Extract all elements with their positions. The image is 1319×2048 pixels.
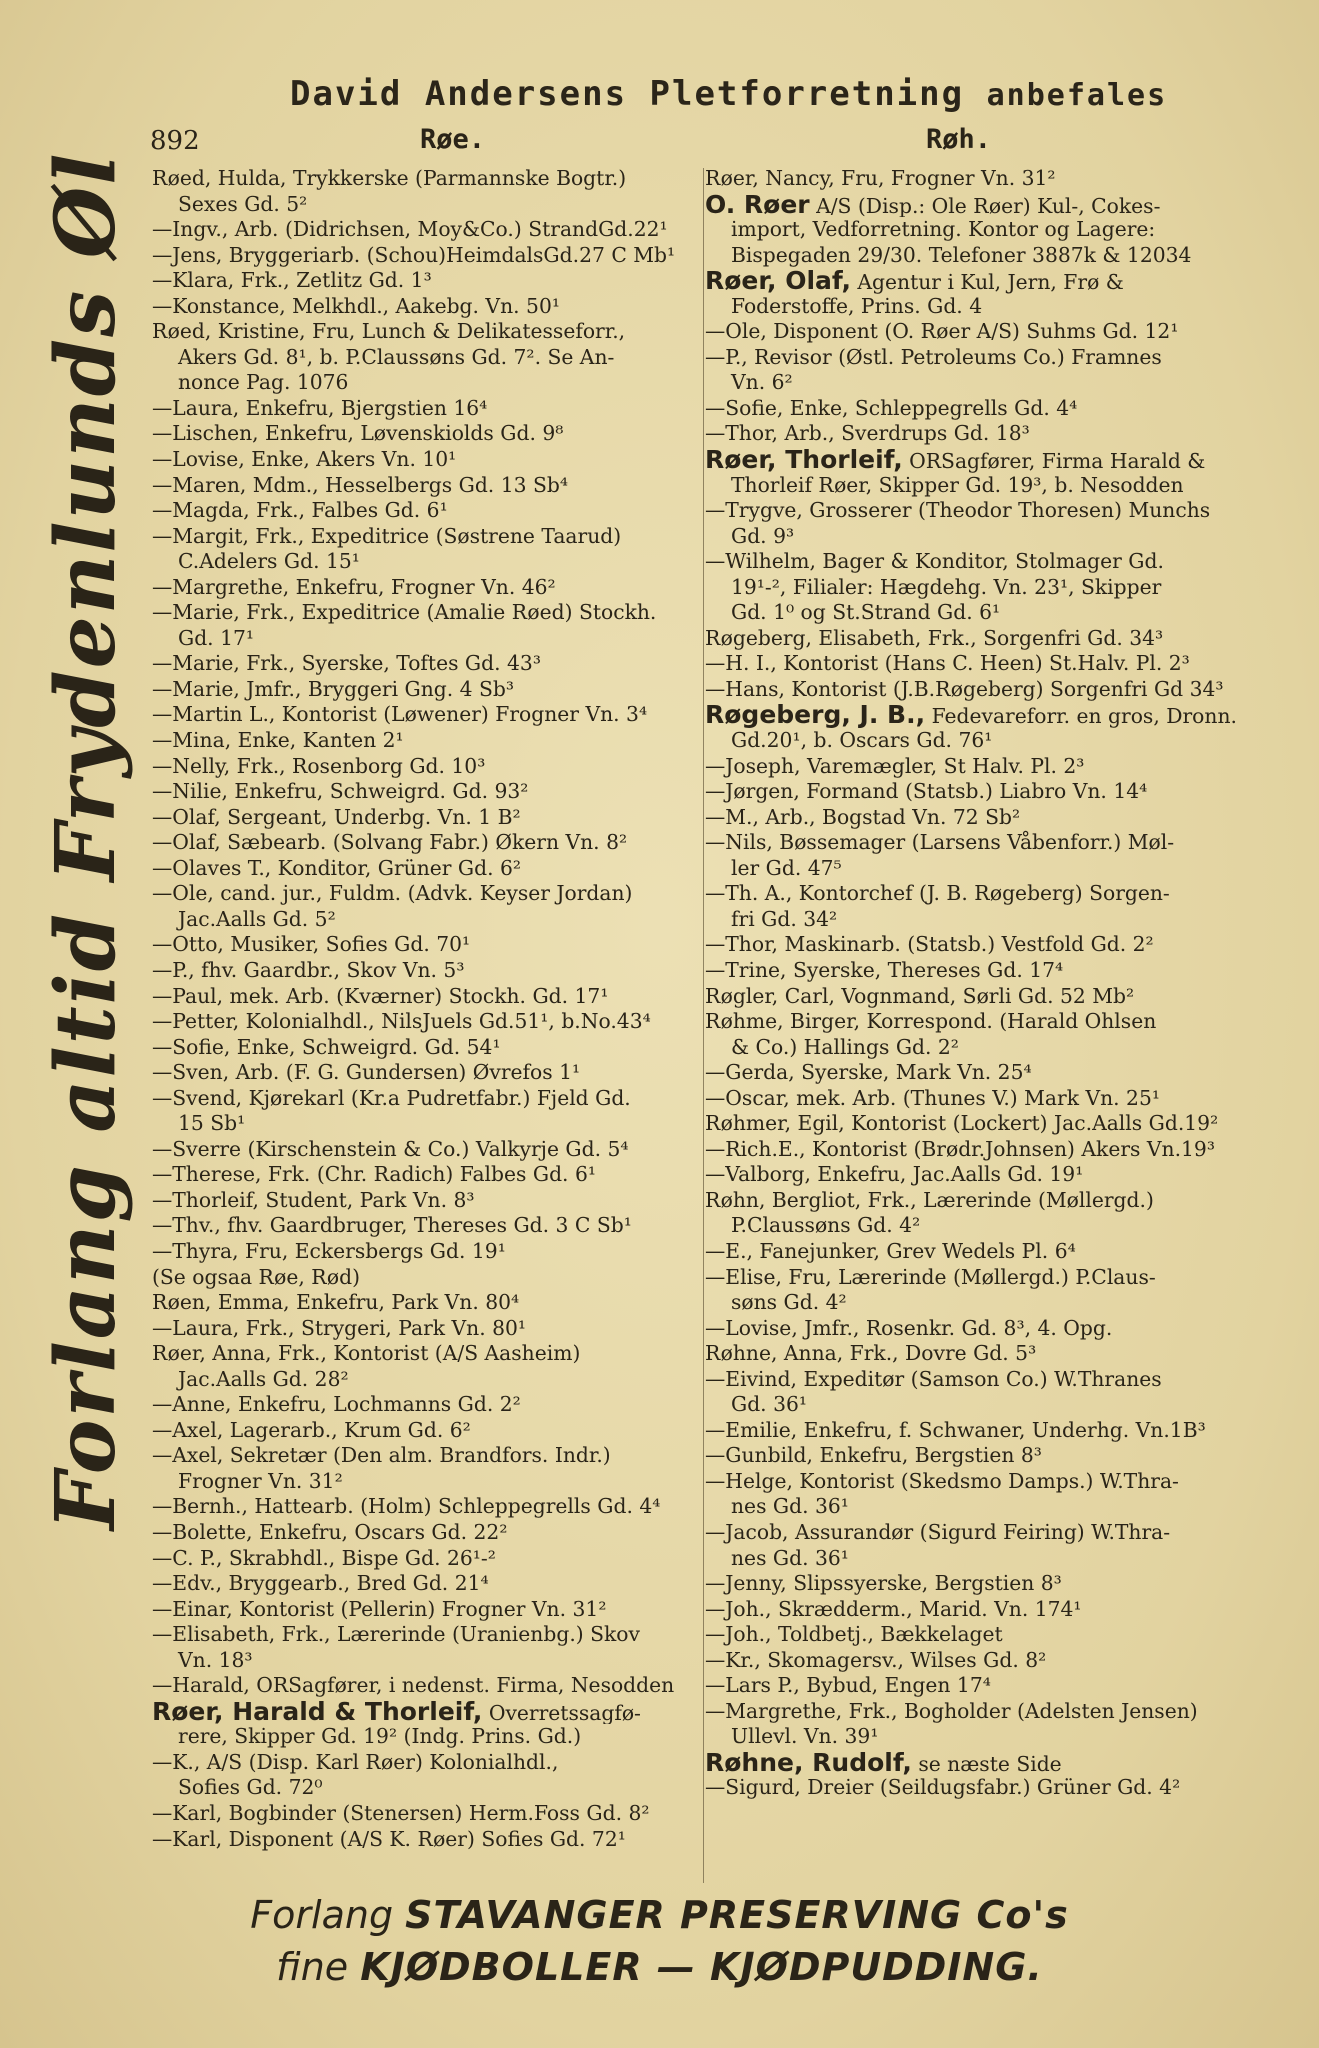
entry-text: —Ole, Disponent (O. Røer A/S) Suhms Gd. 12¹ bbox=[705, 319, 1179, 344]
directory-entry-line bbox=[705, 702, 1260, 728]
directory-entry-line bbox=[705, 1597, 1260, 1623]
directory-entry-line bbox=[705, 1239, 1260, 1265]
entry-text: —Thorleif, Student, Park Vn. 8³ bbox=[152, 1187, 475, 1212]
directory-entry-line bbox=[705, 600, 1260, 626]
directory-entry-line bbox=[705, 192, 1260, 218]
directory-entry-line bbox=[152, 805, 698, 831]
directory-entry-line bbox=[705, 1546, 1260, 1572]
directory-entry-line bbox=[152, 1239, 698, 1265]
directory-entry-line bbox=[152, 958, 698, 984]
entry-text: Røhmer, Egil, Kontorist (Lockert) Jac.Aalls Gd.19² bbox=[705, 1111, 1219, 1136]
directory-entry-line bbox=[152, 1418, 698, 1444]
entry-text: Foderstoffe, Prins. Gd. 4 bbox=[731, 293, 983, 318]
entry-text: —Axel, Sekretær (Den alm. Brandfors. Indr.) bbox=[152, 1443, 611, 1468]
entry-text: —Kr., Skomagersv., Wilses Gd. 8² bbox=[705, 1647, 1047, 1672]
directory-entry-line bbox=[152, 1290, 698, 1316]
entry-text: Akers Gd. 8¹, b. P.Claussøns Gd. 7². Se An- bbox=[178, 344, 615, 369]
footer-advertisement-line-1 bbox=[0, 1893, 1319, 1937]
entry-text: A/S (Disp.: Ole Røer) Kul-, Cokes- bbox=[816, 193, 1161, 218]
directory-entry-line bbox=[705, 1699, 1260, 1725]
entry-text: —Valborg, Enkefru, Jac.Aalls Gd. 19¹ bbox=[705, 1162, 1084, 1187]
entry-text: —Konstance, Melkhdl., Aakebg. Vn. 50¹ bbox=[152, 293, 560, 318]
entry-text: —Thor, Maskinarb. (Statsb.) Vestfold Gd. 2² bbox=[705, 932, 1154, 957]
directory-entry-line bbox=[152, 1699, 698, 1725]
entry-text: —Elisabeth, Frk., Lærerinde (Uranienbg.) Skov bbox=[152, 1622, 640, 1647]
entry-text: —Sofie, Enke, Schleppegrells Gd. 4⁴ bbox=[705, 395, 1078, 420]
entry-text: —Marie, Frk., Syerske, Toftes Gd. 43³ bbox=[152, 651, 541, 676]
directory-entry-line bbox=[705, 805, 1260, 831]
directory-entry-line bbox=[152, 243, 698, 269]
directory-entry-line bbox=[152, 1009, 698, 1035]
entry-text: —Otto, Musiker, Sofies Gd. 70¹ bbox=[152, 932, 471, 957]
entry-text: (Se ogsaa Røe, Rød) bbox=[152, 1264, 360, 1289]
directory-entry-line bbox=[152, 421, 698, 447]
directory-entry-line bbox=[152, 856, 698, 882]
entry-text: 15 Sb¹ bbox=[178, 1111, 246, 1136]
directory-entry-line bbox=[152, 1469, 698, 1495]
entry-text: —Sven, Arb. (F. G. Gundersen) Øvrefos 1¹ bbox=[152, 1060, 581, 1085]
directory-entry-line bbox=[705, 1520, 1260, 1546]
directory-entry-line bbox=[152, 600, 698, 626]
directory-entry-line bbox=[152, 1750, 698, 1776]
entry-text: —Jenny, Slipssyerske, Bergstien 8³ bbox=[705, 1571, 1062, 1596]
directory-entry-line bbox=[705, 575, 1260, 601]
entry-text: —Elise, Fru, Lærerinde (Møllergd.) P.Claus- bbox=[705, 1264, 1156, 1289]
entry-text: Røed, Kristine, Fru, Lunch & Delikatesseforr., bbox=[152, 319, 626, 344]
entry-text: —Gunbild, Enkefru, Bergstien 8³ bbox=[705, 1443, 1042, 1468]
entry-text: —Lovise, Enke, Akers Vn. 10¹ bbox=[152, 447, 457, 472]
directory-entry-line bbox=[705, 1111, 1260, 1137]
directory-entry-line bbox=[152, 1724, 698, 1750]
entry-text: —Lovise, Jmfr., Rosenkr. Gd. 8³, 4. Opg. bbox=[705, 1315, 1113, 1340]
entry-text: —Marie, Frk., Expeditrice (Amalie Røed) Stockh. bbox=[152, 600, 657, 625]
directory-entry-line bbox=[152, 447, 698, 473]
entry-text: —H. I., Kontorist (Hans C. Heen) St.Halv. Pl. 2³ bbox=[705, 651, 1190, 676]
entry-text: Røhme, Birger, Korrespond. (Harald Ohlsen bbox=[705, 1009, 1157, 1034]
directory-entry-line bbox=[152, 1443, 698, 1469]
directory-entry-line bbox=[705, 728, 1260, 754]
directory-entry-line bbox=[705, 1137, 1260, 1163]
entry-text: se næste Side bbox=[918, 1751, 1062, 1776]
directory-entry-line bbox=[152, 1265, 698, 1291]
entry-text: —Martin L., Kontorist (Løwener) Frogner Vn. 3⁴ bbox=[152, 702, 648, 727]
entry-text: —Bolette, Enkefru, Oscars Gd. 22² bbox=[152, 1519, 508, 1544]
entry-text: Agentur i Kul, Jern, Frø & bbox=[857, 270, 1124, 294]
entry-text: nonce Pag. 1076 bbox=[178, 370, 349, 395]
entry-text: Fedevareforr. en gros, Dronn. bbox=[931, 704, 1237, 729]
entry-text: —Margit, Frk., Expeditrice (Søstrene Taarud) bbox=[152, 523, 622, 548]
entry-text: Gd. 36¹ bbox=[731, 1392, 808, 1417]
entry-text: Ullevl. Vn. 39¹ bbox=[731, 1724, 879, 1749]
entry-text: Gd. 9³ bbox=[731, 523, 795, 548]
directory-entry-line bbox=[705, 1673, 1260, 1699]
directory-entry-line bbox=[152, 1213, 698, 1239]
entry-text: Jac.Aalls Gd. 28² bbox=[178, 1366, 349, 1391]
directory-entry-line bbox=[705, 1648, 1260, 1674]
directory-entry-line bbox=[705, 1775, 1260, 1801]
entry-text: —Lars P., Bybud, Engen 17⁴ bbox=[705, 1673, 991, 1698]
entry-text: —Trygve, Grosserer (Theodor Thoresen) Munchs bbox=[705, 498, 1211, 523]
entry-text: —Thyra, Fru, Eckersbergs Gd. 19¹ bbox=[152, 1238, 506, 1263]
column-divider bbox=[703, 168, 704, 1883]
directory-entry-line bbox=[705, 243, 1260, 269]
directory-entry-line bbox=[705, 421, 1260, 447]
entry-text: —Margrethe, Enkefru, Frogner Vn. 46² bbox=[152, 574, 556, 599]
footer-line-2-prefix: fine bbox=[276, 1945, 349, 1989]
directory-entry-line bbox=[705, 1418, 1260, 1444]
directory-entry-line bbox=[152, 1494, 698, 1520]
entry-text: —Jørgen, Formand (Statsb.) Liabro Vn. 14⁴ bbox=[705, 779, 1148, 804]
entry-text: 19¹-², Filialer: Hægdehg. Vn. 23¹, Skipper bbox=[731, 574, 1162, 599]
directory-entry-line bbox=[705, 1367, 1260, 1393]
entry-text: —Sverre (Kirschenstein & Co.) Valkyrje Gd. 5⁴ bbox=[152, 1136, 629, 1161]
directory-entry-line bbox=[152, 1571, 698, 1597]
entry-text: —Olaf, Sergeant, Underbg. Vn. 1 B² bbox=[152, 804, 521, 829]
entry-text: —Ole, cand. jur., Fuldm. (Advk. Keyser Jordan) bbox=[152, 881, 633, 906]
entry-text: —Helge, Kontorist (Skedsmo Damps.) W.Thra- bbox=[705, 1468, 1179, 1493]
directory-entry-line bbox=[705, 1622, 1260, 1648]
directory-entry-line bbox=[152, 984, 698, 1010]
directory-entry-line bbox=[705, 651, 1260, 677]
directory-entry-line bbox=[152, 881, 698, 907]
entry-text: —Axel, Lagerarb., Krum Gd. 6² bbox=[152, 1417, 471, 1442]
directory-entry-line bbox=[152, 779, 698, 805]
directory-entry-line bbox=[705, 1724, 1260, 1750]
entry-text: Røgler, Carl, Vognmand, Sørli Gd. 52 Mb² bbox=[705, 983, 1135, 1008]
entry-text: Bispegaden 29/30. Telefoner 3887k & 12034 bbox=[731, 242, 1192, 267]
directory-entry-line bbox=[152, 166, 698, 192]
entry-text: —P., Revisor (Østl. Petroleums Co.) Framnes bbox=[705, 344, 1162, 369]
directory-entry-line bbox=[152, 1775, 698, 1801]
entry-text: —K., A/S (Disp. Karl Røer) Kolonialhdl., bbox=[152, 1749, 559, 1774]
entry-text: —Oscar, mek. Arb. (Thunes V.) Mark Vn. 25¹ bbox=[705, 1085, 1160, 1110]
directory-entry-line bbox=[705, 1035, 1260, 1061]
entry-text: —Harald, ORSagfører, i nedenst. Firma, Nesodden bbox=[152, 1673, 675, 1698]
directory-entry-line bbox=[152, 1622, 698, 1648]
directory-entry-line bbox=[705, 498, 1260, 524]
directory-entry-line bbox=[152, 626, 698, 652]
entry-bold-name: Røhne, Rudolf, bbox=[705, 1749, 912, 1776]
entry-text: —Gerda, Syerske, Mark Vn. 25⁴ bbox=[705, 1060, 1032, 1085]
entry-text: —Margrethe, Frk., Bogholder (Adelsten Jensen) bbox=[705, 1698, 1198, 1723]
entry-text: —Wilhelm, Bager & Konditor, Stolmager Gd. bbox=[705, 549, 1164, 574]
directory-entry-line bbox=[152, 1137, 698, 1163]
banner-tail-text: anbefales bbox=[986, 78, 1168, 113]
directory-entry-line bbox=[705, 1443, 1260, 1469]
directory-entry-line bbox=[152, 192, 698, 218]
footer-line-1-brand: STAVANGER PRESERVING Co's bbox=[405, 1893, 1069, 1937]
directory-entry-line bbox=[152, 575, 698, 601]
entry-text: —Hans, Kontorist (J.B.Røgeberg) Sorgenfri Gd 34³ bbox=[705, 676, 1224, 701]
entry-text: —Jacob, Assurandør (Sigurd Feiring) W.Thra- bbox=[705, 1519, 1171, 1544]
directory-entry-line bbox=[152, 1392, 698, 1418]
entry-text: Røgeberg, Elisabeth, Frk., Sorgenfri Gd. 34³ bbox=[705, 625, 1164, 650]
top-advertisement bbox=[290, 74, 1250, 114]
entry-text: & Co.) Hallings Gd. 2² bbox=[731, 1034, 959, 1059]
entry-bold-name: Røer, Harald & Thorleif, bbox=[152, 1698, 483, 1725]
directory-entry-line bbox=[152, 651, 698, 677]
directory-entry-line bbox=[152, 319, 698, 345]
directory-entry-line bbox=[152, 907, 698, 933]
directory-entry-line bbox=[705, 677, 1260, 703]
entry-bold-name: Røgeberg, J. B., bbox=[705, 702, 926, 729]
entry-text: —M., Arb., Bogstad Vn. 72 Sb² bbox=[705, 804, 1021, 829]
entry-bold-name: Røer, Olaf, bbox=[705, 268, 851, 294]
directory-entry-line bbox=[705, 447, 1260, 473]
entry-text: C.Adelers Gd. 15¹ bbox=[178, 549, 360, 574]
footer-line-2-products: KJØDBOLLER — KJØDPUDDING. bbox=[360, 1945, 1043, 1989]
entry-text: Overretssagfø- bbox=[488, 1700, 641, 1725]
column-header-left: Røe. bbox=[420, 124, 486, 155]
entry-text: Røhne, Anna, Frk., Dovre Gd. 5³ bbox=[705, 1341, 1037, 1366]
entry-text: Jac.Aalls Gd. 5² bbox=[178, 906, 336, 931]
side-advertisement: Forlang altid Frydenlunds Øl bbox=[38, 151, 134, 1530]
directory-entry-line bbox=[705, 1060, 1260, 1086]
entry-text: —Anne, Enkefru, Lochmanns Gd. 2² bbox=[152, 1392, 521, 1417]
directory-entry-line bbox=[152, 345, 698, 371]
entry-text: nes Gd. 36¹ bbox=[731, 1494, 849, 1519]
entry-text: —Olaves T., Konditor, Grüner Gd. 6² bbox=[152, 855, 522, 880]
entry-text: —Ingv., Arb. (Didrichsen, Moy&Co.) StrandGd.22¹ bbox=[152, 217, 668, 242]
directory-entry-line bbox=[152, 1086, 698, 1112]
directory-entry-line bbox=[705, 1086, 1260, 1112]
page-number: 892 bbox=[150, 126, 200, 156]
entry-text: Røen, Emma, Enkefru, Park Vn. 80⁴ bbox=[152, 1290, 520, 1315]
entry-text: Frogner Vn. 31² bbox=[178, 1468, 343, 1493]
entry-text: Vn. 18³ bbox=[178, 1647, 253, 1672]
entry-text: —Laura, Frk., Strygeri, Park Vn. 80¹ bbox=[152, 1315, 527, 1340]
directory-entry-line bbox=[152, 1060, 698, 1086]
entry-text: —Edv., Bryggearb., Bred Gd. 21⁴ bbox=[152, 1571, 489, 1596]
directory-entry-line bbox=[705, 984, 1260, 1010]
directory-entry-line bbox=[705, 932, 1260, 958]
directory-entry-line bbox=[705, 1469, 1260, 1495]
entry-text: Røhn, Bergliot, Frk., Lærerinde (Møllergd.) bbox=[705, 1187, 1154, 1212]
entry-text: —Thor, Arb., Sverdrups Gd. 18³ bbox=[705, 421, 1030, 446]
entry-text: —Olaf, Sæbearb. (Solvang Fabr.) Økern Vn. 8² bbox=[152, 830, 628, 855]
directory-entry-line bbox=[152, 1546, 698, 1572]
left-column bbox=[152, 166, 698, 1852]
directory-entry-line bbox=[705, 1571, 1260, 1597]
directory-entry-line bbox=[152, 1111, 698, 1137]
entry-bold-name: O. Røer bbox=[705, 191, 810, 218]
entry-text: Røer, Anna, Frk., Kontorist (A/S Aasheim) bbox=[152, 1341, 581, 1366]
entry-text: —Eivind, Expeditør (Samson Co.) W.Thranes bbox=[705, 1366, 1162, 1391]
directory-entry-line bbox=[705, 345, 1260, 371]
entry-text: —Bernh., Hattearb. (Holm) Schleppegrells Gd. 4⁴ bbox=[152, 1494, 661, 1519]
entry-text: —Paul, mek. Arb. (Kværner) Stockh. Gd. 17¹ bbox=[152, 983, 609, 1008]
directory-entry-line bbox=[152, 1801, 698, 1827]
entry-text: —Klara, Frk., Zetlitz Gd. 1³ bbox=[152, 268, 432, 293]
directory-entry-line bbox=[705, 907, 1260, 933]
footer-line-1-prefix: Forlang bbox=[250, 1893, 394, 1937]
directory-entry-line bbox=[705, 319, 1260, 345]
directory-entry-line bbox=[152, 1316, 698, 1342]
entry-text: —Petter, Kolonialhdl., NilsJuels Gd.51¹, b.No.43⁴ bbox=[152, 1009, 651, 1034]
entry-text: ORSagfører, Firma Harald & bbox=[909, 449, 1206, 473]
directory-entry-line bbox=[705, 1316, 1260, 1342]
entry-text: —Laura, Enkefru, Bjergstien 16⁴ bbox=[152, 395, 488, 420]
entry-text: rere, Skipper Gd. 19² (Indg. Prins. Gd.) bbox=[178, 1724, 582, 1749]
entry-text: nes Gd. 36¹ bbox=[731, 1545, 849, 1570]
directory-entry-line bbox=[705, 473, 1260, 499]
directory-entry-line bbox=[705, 370, 1260, 396]
entry-text: —Thv., fhv. Gaardbruger, Thereses Gd. 3 C Sb¹ bbox=[152, 1213, 632, 1238]
column-header-right: Røh. bbox=[926, 124, 992, 155]
entry-text: Røer, Nancy, Fru, Frogner Vn. 31² bbox=[705, 166, 1056, 190]
entry-text: ler Gd. 47⁵ bbox=[731, 855, 842, 880]
entry-text: —Jens, Bryggeriarb. (Schou)HeimdalsGd.27 C Mb¹ bbox=[152, 242, 676, 267]
entry-text: —Joh., Toldbetj., Bækkelaget bbox=[705, 1622, 1003, 1647]
directory-entry-line bbox=[152, 370, 698, 396]
directory-entry-line bbox=[705, 626, 1260, 652]
directory-entry-line bbox=[152, 549, 698, 575]
directory-entry-line bbox=[152, 1520, 698, 1546]
entry-text: —Lischen, Enkefru, Løvenskiolds Gd. 9⁸ bbox=[152, 421, 564, 446]
directory-entry-line bbox=[705, 881, 1260, 907]
right-column bbox=[705, 166, 1260, 1801]
directory-entry-line bbox=[152, 932, 698, 958]
entry-text: —C. P., Skrabhdl., Bispe Gd. 26¹-² bbox=[152, 1545, 496, 1570]
directory-entry-line bbox=[705, 779, 1260, 805]
directory-entry-line bbox=[705, 396, 1260, 422]
directory-entry-line bbox=[705, 166, 1260, 192]
directory-entry-line bbox=[152, 754, 698, 780]
entry-text: —Maren, Mdm., Hesselbergs Gd. 13 Sb⁴ bbox=[152, 472, 568, 497]
directory-entry-line bbox=[152, 1035, 698, 1061]
entry-text: —Karl, Disponent (A/S K. Røer) Sofies Gd. 72¹ bbox=[152, 1826, 626, 1851]
directory-entry-line bbox=[705, 1290, 1260, 1316]
directory-entry-line bbox=[705, 549, 1260, 575]
directory-entry-line bbox=[705, 1265, 1260, 1291]
directory-entry-line bbox=[152, 1597, 698, 1623]
directory-entry-line bbox=[705, 1494, 1260, 1520]
directory-entry-line bbox=[152, 498, 698, 524]
banner-main-text: David Andersens Pletforretning bbox=[290, 74, 965, 114]
entry-text: —Marie, Jmfr., Bryggeri Gng. 4 Sb³ bbox=[152, 676, 515, 701]
footer-advertisement-line-2 bbox=[0, 1945, 1319, 1989]
entry-text: —Sigurd, Dreier (Seildugsfabr.) Grüner Gd. 4² bbox=[705, 1775, 1181, 1800]
directory-entry-line bbox=[705, 268, 1260, 294]
entry-text: Gd. 17¹ bbox=[178, 625, 255, 650]
entry-text: —Joseph, Varemægler, St Halv. Pl. 2³ bbox=[705, 753, 1085, 778]
entry-text: —Nilie, Enkefru, Schweigrd. Gd. 93² bbox=[152, 779, 529, 804]
directory-entry-line bbox=[152, 728, 698, 754]
entry-text: —Magda, Frk., Falbes Gd. 6¹ bbox=[152, 498, 448, 523]
directory-entry-line bbox=[705, 294, 1260, 320]
directory-entry-line bbox=[152, 1648, 698, 1674]
entry-text: Thorleif Røer, Skipper Gd. 19³, b. Nesodden bbox=[731, 472, 1184, 497]
directory-entry-line bbox=[152, 1367, 698, 1393]
directory-entry-line bbox=[152, 677, 698, 703]
directory-entry-line bbox=[705, 1162, 1260, 1188]
entry-text: —Th. A., Kontorchef (J. B. Røgeberg) Sorgen- bbox=[705, 881, 1170, 906]
directory-entry-line bbox=[705, 830, 1260, 856]
entry-text: fri Gd. 34² bbox=[731, 906, 838, 931]
entry-text: —Therese, Frk. (Chr. Radich) Falbes Gd. 6¹ bbox=[152, 1162, 596, 1187]
directory-entry-line bbox=[152, 473, 698, 499]
directory-entry-line bbox=[705, 1213, 1260, 1239]
directory-entry-line bbox=[705, 856, 1260, 882]
entry-text: Røed, Hulda, Trykkerske (Parmannske Bogtr.) bbox=[152, 166, 627, 190]
directory-entry-line bbox=[705, 958, 1260, 984]
directory-entry-line bbox=[705, 1341, 1260, 1367]
directory-entry-line bbox=[152, 830, 698, 856]
directory-entry-line bbox=[705, 1392, 1260, 1418]
entry-text: —Rich.E., Kontorist (Brødr.Johnsen) Akers Vn.19³ bbox=[705, 1136, 1215, 1161]
entry-text: Gd. 1⁰ og St.Strand Gd. 6¹ bbox=[731, 600, 1001, 625]
directory-entry-line bbox=[152, 1827, 698, 1853]
entry-text: —Nelly, Frk., Rosenborg Gd. 10³ bbox=[152, 753, 486, 778]
entry-text: Sexes Gd. 5² bbox=[178, 191, 308, 216]
directory-entry-line bbox=[152, 294, 698, 320]
entry-text: —Nils, Bøssemager (Larsens Våbenforr.) Møl- bbox=[705, 830, 1175, 855]
entry-text: —Svend, Kjørekarl (Kr.a Pudretfabr.) Fjeld Gd. bbox=[152, 1085, 631, 1110]
directory-entry-line bbox=[705, 1188, 1260, 1214]
entry-text: —P., fhv. Gaardbr., Skov Vn. 5³ bbox=[152, 957, 465, 982]
entry-text: —Sofie, Enke, Schweigrd. Gd. 54¹ bbox=[152, 1034, 501, 1059]
entry-text: Gd.20¹, b. Oscars Gd. 76¹ bbox=[731, 728, 993, 753]
directory-entry-line bbox=[152, 1673, 698, 1699]
entry-text: —Trine, Syerske, Thereses Gd. 17⁴ bbox=[705, 957, 1064, 982]
directory-entry-line bbox=[152, 217, 698, 243]
directory-entry-line bbox=[152, 268, 698, 294]
directory-entry-line bbox=[152, 702, 698, 728]
entry-text: søns Gd. 4² bbox=[731, 1290, 847, 1315]
directory-entry-line bbox=[705, 754, 1260, 780]
entry-text: Sofies Gd. 72⁰ bbox=[178, 1775, 323, 1800]
entry-text: —Karl, Bogbinder (Stenersen) Herm.Foss Gd. 8² bbox=[152, 1801, 650, 1825]
entry-text: Vn. 6² bbox=[731, 370, 793, 395]
directory-entry-line bbox=[152, 1188, 698, 1214]
directory-entry-line bbox=[705, 524, 1260, 550]
entry-text: import, Vedforretning. Kontor og Lagere: bbox=[731, 217, 1156, 242]
directory-entry-line bbox=[705, 217, 1260, 243]
entry-text: —E., Fanejunker, Grev Wedels Pl. 6⁴ bbox=[705, 1238, 1076, 1263]
entry-text: —Joh., Skrædderm., Marid. Vn. 174¹ bbox=[705, 1596, 1082, 1621]
directory-entry-line bbox=[152, 1162, 698, 1188]
entry-text: —Mina, Enke, Kanten 2¹ bbox=[152, 728, 404, 753]
entry-text: —Einar, Kontorist (Pellerin) Frogner Vn. 31² bbox=[152, 1596, 607, 1621]
entry-text: P.Claussøns Gd. 4² bbox=[731, 1213, 921, 1238]
entry-bold-name: Røer, Thorleif, bbox=[705, 447, 903, 473]
directory-entry-line bbox=[705, 1750, 1260, 1776]
directory-entry-line bbox=[705, 1009, 1260, 1035]
directory-entry-line bbox=[152, 524, 698, 550]
directory-entry-line bbox=[152, 396, 698, 422]
directory-entry-line bbox=[152, 1341, 698, 1367]
entry-text: —Emilie, Enkefru, f. Schwaner, Underhg. Vn.1B³ bbox=[705, 1417, 1206, 1442]
